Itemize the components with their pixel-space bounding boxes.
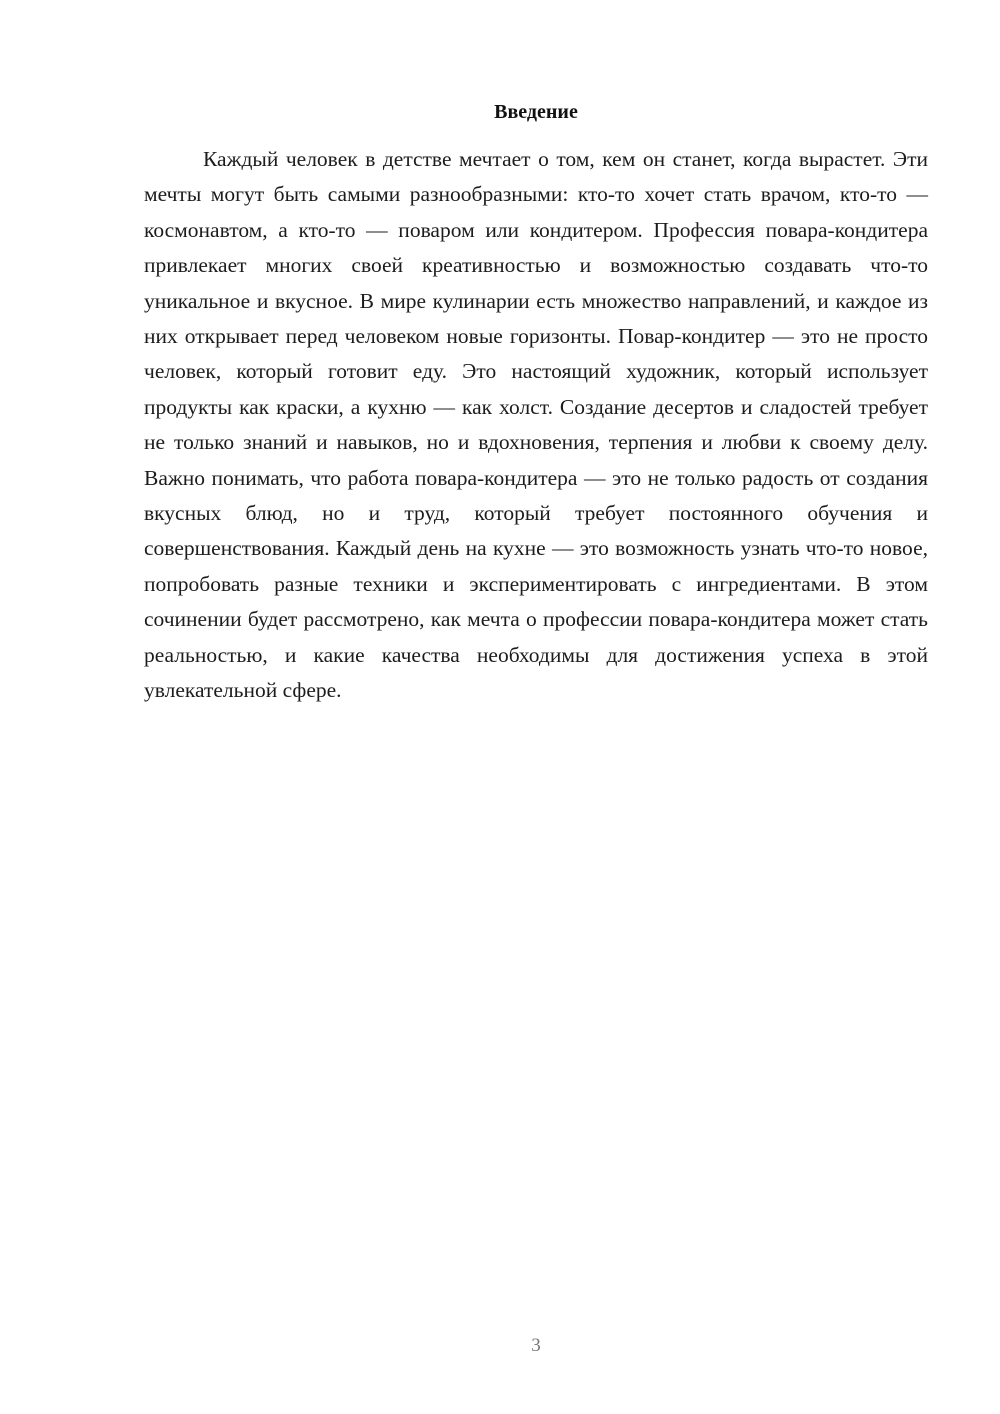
section-heading: Введение xyxy=(494,101,578,123)
page-number: 3 xyxy=(531,1335,541,1356)
body-paragraph: Каждый человек в детстве мечтает о том, кем он станет, когда вырастет. Эти мечты могут быть самыми разнообразными: кто-то хочет стать врачом, кто-то — космонавтом, а кто-то — поваром или кондитером. Профессия повара-кондитера привлекает многих своей креативностью и возможностью создавать что-то уникальное и вкусное. В мире кулинарии есть множество направлений, и каждое из них открывает перед человеком новые горизонты. Повар-кондитер — это не просто человек, который готовит еду. Это настоящий художник, который использует продукты как краски, а кухню — как холст. Создание десертов и сладостей требует не только знаний и навыков, но и вдохновения, терпения и любви к своему делу. Важно понимать, что работа повара-кондитера — это не только радость от создания вкусных блюд, но и труд, который требует постоянного обучения и совершенствования. Каждый день на кухне — это возможность узнать что-то новое, попробовать разные техники и экспериментировать с ингредиентами. В этом сочинении будет рассмотрено, как мечта о профессии повара-кондитера может стать реальностью, и какие качества необходимы для достижения успеха в этой увлекательной сфере. xyxy=(144,147,928,703)
